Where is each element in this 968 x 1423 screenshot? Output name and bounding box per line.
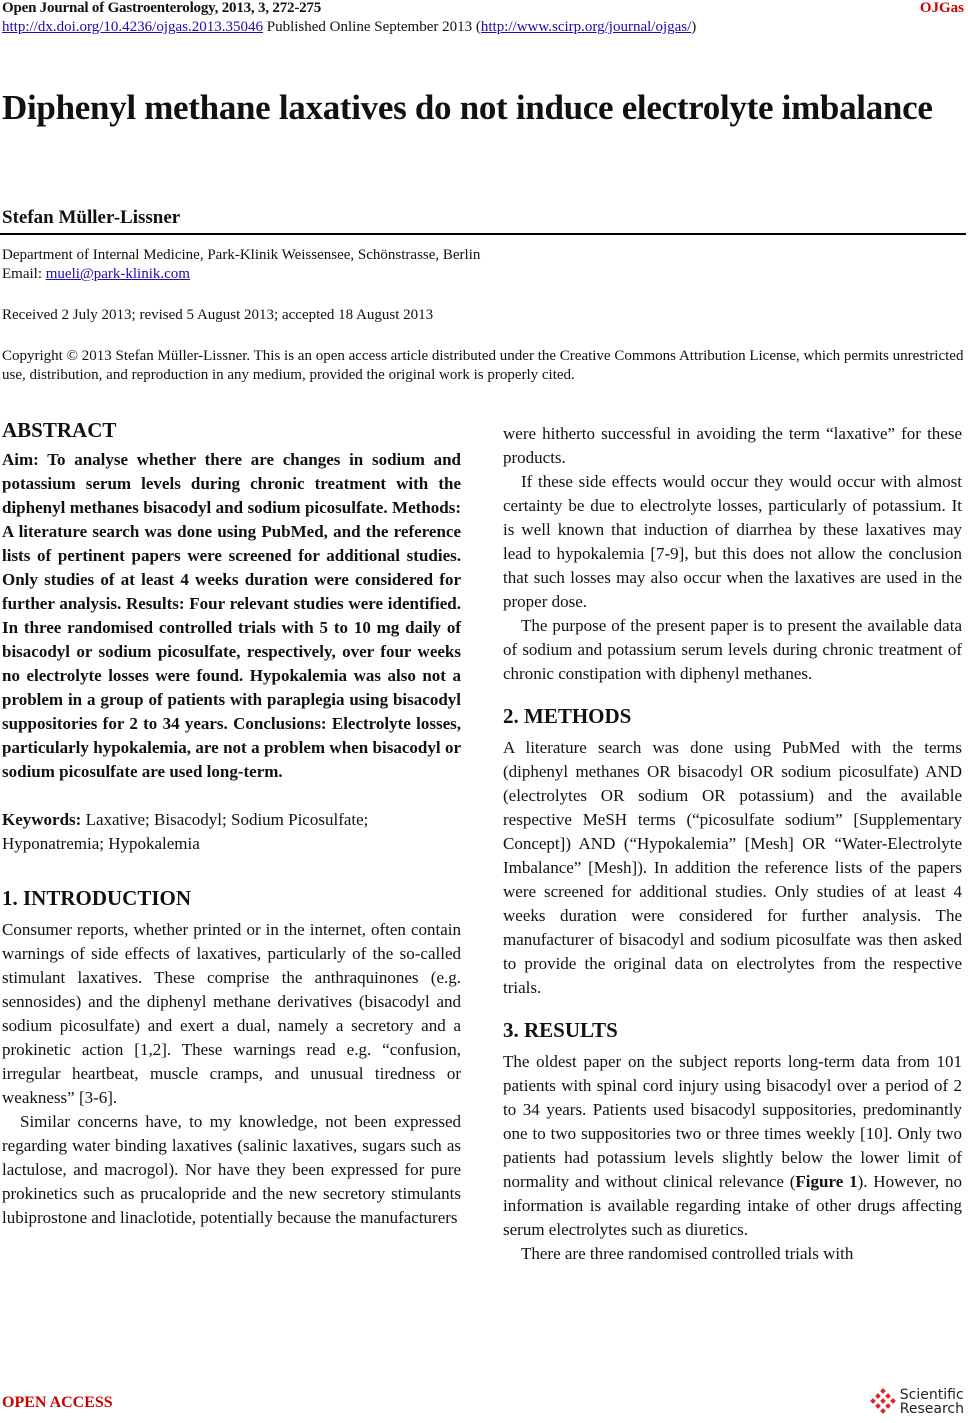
- introduction-paragraph-2: Similar concerns have, to my knowledge, not been expressed regarding water binding laxatives (salinic laxatives, sugars such as lactulose, and macrogol). Nor have they been expressed for pure prokinetics such as prucalopride and the new secretory stimulants lubiprostone and linaclotide, potentially because the manufacturers: [2, 1112, 461, 1227]
- abstract-heading: ABSTRACT: [2, 418, 117, 442]
- doi-line: [2, 19, 696, 36]
- introduction-paragraph-4: The purpose of the present paper is to present the available data of sodium and potassium serum levels during chronic treatment of chronic constipation with diphenyl methanes.: [503, 616, 962, 683]
- publisher-line-2: Research: [899, 1401, 964, 1417]
- keywords-list: Laxative; Bisacodyl; Sodium Picosulfate; Hyponatremia; Hypokalemia: [2, 810, 369, 853]
- article-title: Diphenyl methane laxatives do not induce electrolyte imbalance: [2, 88, 933, 127]
- introduction-paragraph-1: Consumer reports, whether printed or in the internet, often contain warnings of side effects of laxatives, particularly of the so-called stimulant laxatives. These comprise the anthraquinones (e.g. sennosides) and the diphenyl methane derivatives (bisacodyl and sodium picosulfate) and exert a dual, namely a secretory and a prokinetic action [1,2]. These warnings read e.g. “confusion, irregular heartbeat, muscle cramps, and unusual tiredness or weakness” [3-6].: [2, 920, 461, 1107]
- publisher-line-1: Scientific: [899, 1387, 964, 1403]
- journal-citation: Open Journal of Gastroenterology, 2013, 3, 272-275: [2, 0, 322, 16]
- doi-link[interactable]: http://dx.doi.org/10.4236/ojgas.2013.35046: [2, 19, 263, 35]
- scientific-research-logo-icon: [869, 1388, 897, 1416]
- title-divider: [0, 233, 966, 235]
- left-column: [2, 418, 461, 1230]
- methods-heading: 2. METHODS: [503, 704, 632, 728]
- email-line: [2, 265, 480, 284]
- close-paren: ): [691, 19, 697, 35]
- right-column: [503, 422, 962, 1266]
- results-paragraph-2: There are three randomised controlled trials with: [521, 1244, 854, 1263]
- journal-code: OJGas: [919, 0, 964, 16]
- publisher-logo: [869, 1388, 964, 1416]
- received-dates: Received 2 July 2013; revised 5 August 2013; accepted 18 August 2013: [2, 307, 434, 323]
- results-text-b: ). However, no information is available regarding intake of other drugs affecting serum electrolytes such as diuretics.: [503, 1172, 962, 1239]
- published-text: Published Online September 2013 (: [262, 19, 481, 35]
- keywords-label: Keywords:: [2, 810, 82, 829]
- publisher-name: [900, 1388, 964, 1416]
- figure-1-reference[interactable]: Figure 1: [795, 1172, 858, 1191]
- results-text-a: The oldest paper on the subject reports long-term data from 101 patients with spinal cord injury using bisacodyl over a period of 2 to 34 years. Patients used bisacodyl suppositories, predominantly one to two suppositories two or three times weekly [10]. Only two patients had potassium levels slightly below the lower limit of normality and without clinical relevance (: [503, 1052, 962, 1191]
- results-heading: 3. RESULTS: [503, 1018, 618, 1042]
- journal-url-link[interactable]: http://www.scirp.org/journal/ojgas/: [480, 19, 692, 35]
- affiliation: Department of Internal Medicine, Park-Klinik Weissensee, Schönstrasse, Berlin: [2, 247, 481, 263]
- keywords: [2, 808, 461, 856]
- author-name: Stefan Müller-Lissner: [2, 207, 181, 228]
- open-access-label: OPEN ACCESS: [2, 1394, 113, 1411]
- results-paragraph-1: [503, 1050, 962, 1242]
- email-link[interactable]: mueli@park-klinik.com: [45, 266, 190, 282]
- introduction-heading: 1. INTRODUCTION: [2, 886, 192, 910]
- introduction-paragraph-2-continued: were hitherto successful in avoiding the term “laxative” for these products.: [503, 424, 962, 467]
- abstract-body: Aim: To analyse whether there are changes in sodium and potassium serum levels during chronic treatment with the diphenyl methanes bisacodyl and sodium picosulfate. Methods: A literature search was done using PubMed, and the reference lists of pertinent papers were screened for additional studies. Only studies of at least 4 weeks duration were considered for further analysis. Results: Four relevant studies were identified. In three randomised controlled trials with 5 to 10 mg daily of bisacodyl or sodium picosulfate, respectively, over four weeks no electrolyte losses were found. Hypokalemia was also not a problem in a group of patients with paraplegia using bisacodyl suppositories for 2 to 34 years. Conclusions: Electrolyte losses, particularly hypokalemia, are not a problem when bisacodyl or sodium picosulfate are used long-term.: [2, 450, 461, 781]
- methods-paragraph-1: A literature search was done using PubMed with the terms (diphenyl methanes OR bisacodyl OR sodium picosulfate) AND (electrolytes OR sodium OR potassium) and the available respective MeSH terms (“picosulfate sodium” [Supplementary Concept]) AND (“Hypokalemia” [Mesh] OR “Water-Electrolyte Imbalance” [Mesh]). In addition the reference lists of the papers were screened for additional studies. Only studies of at least 4 weeks duration were considered for further analysis. The manufacturer of bisacodyl and sodium picosulfate was then asked to provide the original data on electrolytes from the respective trials.: [503, 738, 962, 997]
- copyright-notice: Copyright © 2013 Stefan Müller-Lissner. This is an open access article distributed under the Creative Commons Attribution License, which permits unrestricted use, distribution, and reproduction in any medium, provided the original work is properly cited.: [2, 348, 964, 383]
- introduction-paragraph-3: If these side effects would occur they would occur with almost certainty be due to electrolyte losses, particularly of potassium. It is well known that induction of diarrhea by these laxatives may lead to hypokalemia [7-9], but this does not allow the conclusion that such losses may also occur when the laxatives are used in the proper dose.: [503, 472, 962, 611]
- affiliation-block: [2, 246, 480, 284]
- email-label: Email:: [2, 266, 46, 282]
